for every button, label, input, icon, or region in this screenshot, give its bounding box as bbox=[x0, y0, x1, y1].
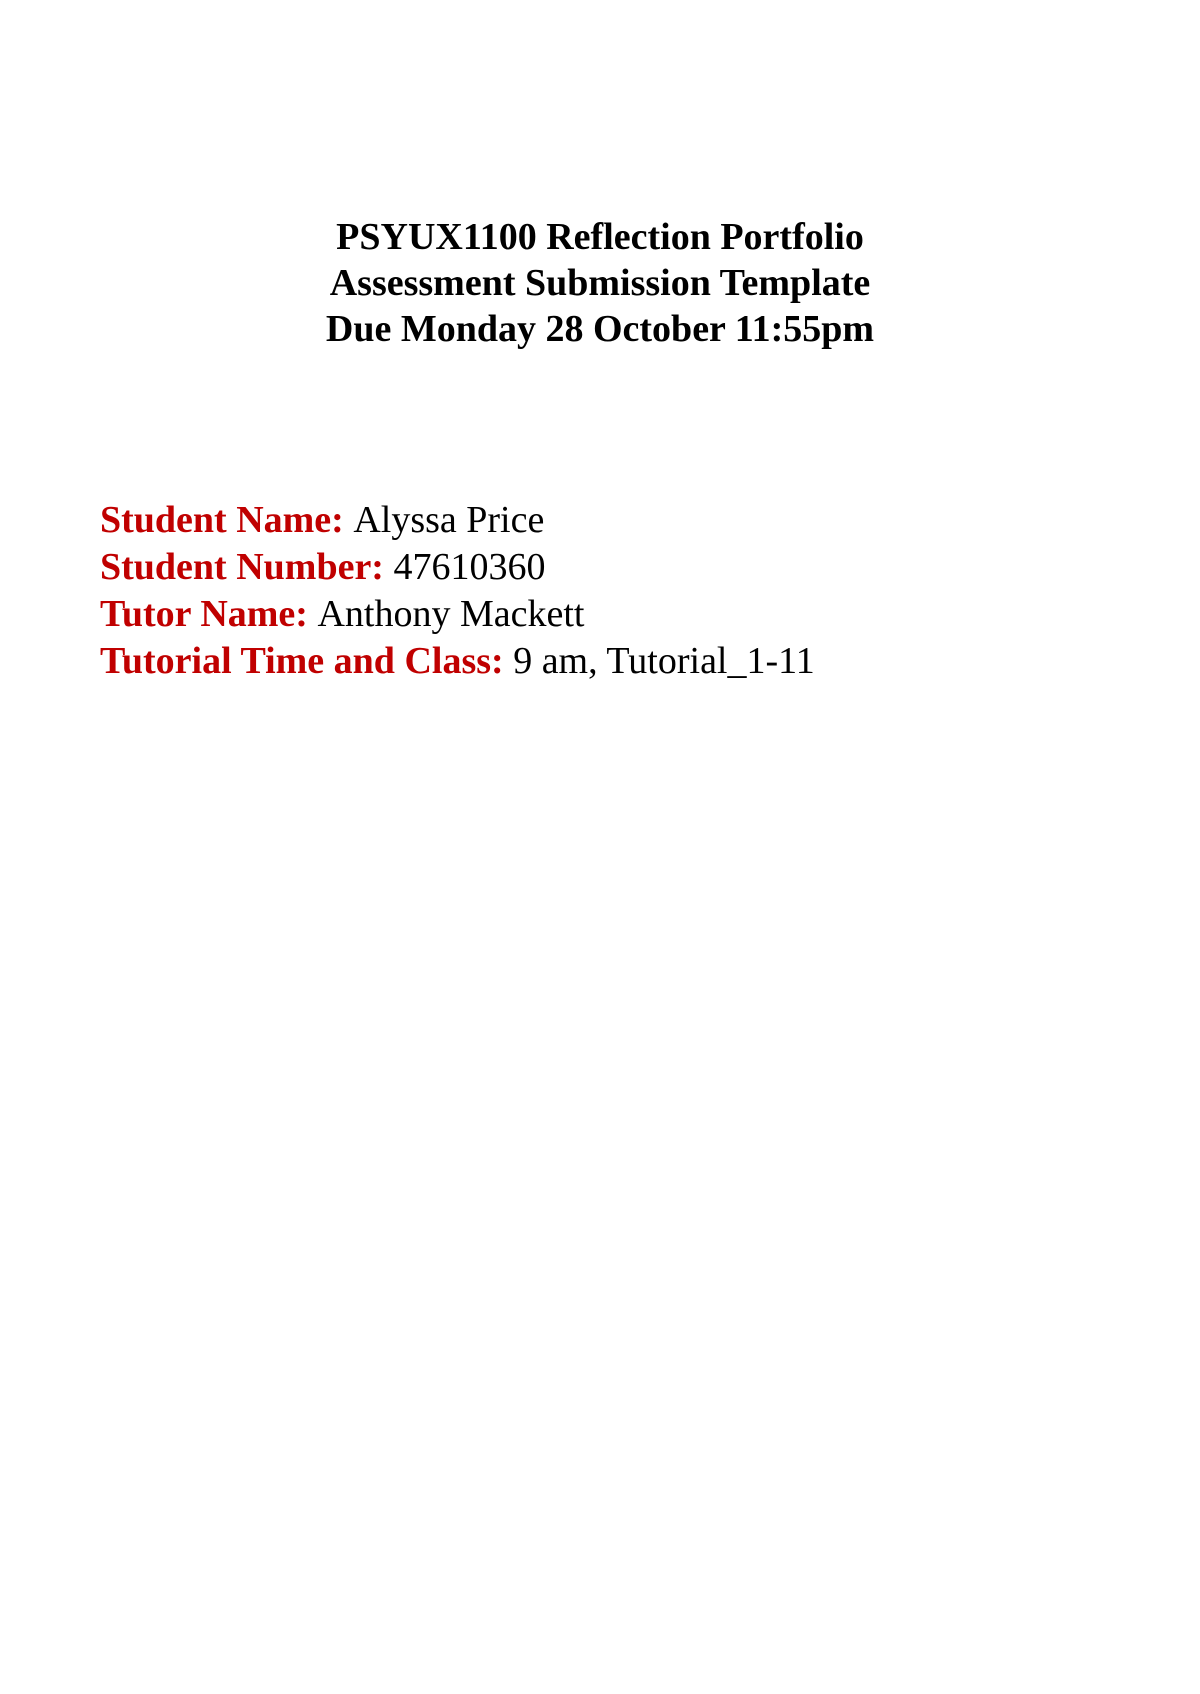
student-number-label: Student Number: bbox=[100, 546, 394, 588]
tutor-name-row bbox=[100, 591, 1100, 638]
due-date: Due Monday 28 October 11:55pm bbox=[325, 308, 875, 350]
tutorial-time-value: 9 am, Tutorial_1-11 bbox=[513, 640, 815, 682]
course-title: PSYUX1100 Reflection Portfolio bbox=[336, 216, 864, 258]
template-title: Assessment Submission Template bbox=[329, 262, 871, 304]
tutorial-time-row bbox=[100, 638, 1100, 685]
student-name-label: Student Name: bbox=[100, 499, 354, 541]
student-info-block bbox=[100, 497, 1100, 685]
student-number-row bbox=[100, 544, 1100, 591]
tutorial-time-label: Tutorial Time and Class: bbox=[100, 640, 514, 682]
student-number-value: 47610360 bbox=[393, 546, 546, 588]
student-name-row bbox=[100, 497, 1100, 544]
student-name-value: Alyssa Price bbox=[353, 499, 545, 541]
tutor-name-value: Anthony Mackett bbox=[317, 593, 585, 635]
document-title-block bbox=[0, 214, 1200, 352]
tutor-name-label: Tutor Name: bbox=[100, 593, 318, 635]
